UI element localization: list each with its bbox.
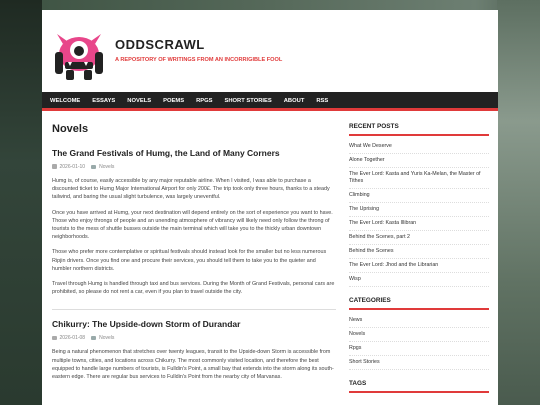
recent-posts-widget xyxy=(349,123,489,287)
category-link[interactable]: Novels xyxy=(349,328,489,342)
nav-item-rss[interactable]: RSS xyxy=(316,98,329,104)
recent-post-link[interactable]: Behind the Scenes xyxy=(349,245,489,259)
post-title[interactable]: Chikurry: The Upside-down Storm of Durandar xyxy=(52,319,241,330)
recent-post-link[interactable]: The Uprising xyxy=(349,203,489,217)
post-article xyxy=(52,148,336,310)
post-date: 2026-01-08 xyxy=(59,334,86,341)
recent-post-link[interactable]: Wisp xyxy=(349,273,489,287)
post-paragraph: Once you have arrived at Humg, your next destination will depend entirely on the sort of experience you want to have. Those who enjoy throngs of people and an unending atmosphere of vibrancy will likely need only follow the throng of tourists to the mess of shuttle busses outside the main terminal which will take you to the thickly urban downtown neighborhoods. xyxy=(52,209,333,241)
recent-post-link[interactable]: Climbing xyxy=(349,189,489,203)
main-nav xyxy=(42,92,498,111)
folder-icon xyxy=(91,165,96,169)
post-article xyxy=(52,319,336,381)
page-title: Novels xyxy=(52,123,89,135)
main-content xyxy=(52,123,336,381)
category-link[interactable]: Rpgs xyxy=(349,342,489,356)
folder-icon xyxy=(91,336,96,340)
tags-widget xyxy=(349,380,489,393)
post-meta xyxy=(52,163,336,170)
recent-post-link[interactable]: The Ever Lord: Kasta and Yuris Ka-Melan, the Master of Tithes xyxy=(349,168,489,189)
post-meta xyxy=(52,334,336,341)
site-header xyxy=(42,10,498,92)
recent-post-link[interactable]: What We Deserve xyxy=(349,140,489,154)
recent-post-link[interactable]: The Ever Lord: Kasta Illibran xyxy=(349,217,489,231)
nav-item-short-stories[interactable]: SHORT STORIES xyxy=(224,98,272,104)
calendar-icon xyxy=(52,164,57,169)
nav-item-rpgs[interactable]: RPGS xyxy=(196,98,213,104)
post-paragraph: Being a natural phenomenon that stretches over twenty leagues, transit to the Upside-down Storm is accessible from multiple towns, cities, and locations across Chikurry. The most commonly visited location, and therefore the best equipped to handle large numbers of tourists, is Fulldin's Point, a small bay that extends into the storm along its south-eastern edge. There are regular bus services to Fulldin's Point from the nearby city of Marvanas. xyxy=(52,349,334,381)
post-category[interactable]: Novels xyxy=(99,334,115,341)
nav-item-welcome[interactable]: WELCOME xyxy=(50,98,81,104)
nav-item-essays[interactable]: ESSAYS xyxy=(92,98,116,104)
categories-widget xyxy=(349,297,489,370)
recent-post-link[interactable]: Behind the Scenes, part 2 xyxy=(349,231,489,245)
post-paragraph: Humg is, of course, easily accessible by any major reputable airline. When I visited, I was able to purchase a discounted ticket to Humg Major International Airport for only 200£. The trip took only three hours, thanks to a steady tailwind, and baring the usual slight turbulence, was largely uneventful. xyxy=(52,178,330,201)
post-divider xyxy=(52,309,336,310)
nav-item-poems[interactable]: POEMS xyxy=(163,98,185,104)
widget-title: RECENT POSTS xyxy=(349,123,489,136)
recent-post-link[interactable]: Alone Together xyxy=(349,154,489,168)
nav-item-novels[interactable]: NOVELS xyxy=(127,98,152,104)
background-forest-left xyxy=(0,0,42,405)
site-title[interactable]: ODDSCRAWL xyxy=(115,37,205,52)
background-forest-right xyxy=(497,0,540,405)
widget-title: TAGS xyxy=(349,380,489,393)
post-category[interactable]: Novels xyxy=(99,163,115,170)
recent-post-link[interactable]: The Ever Lord: Jhod and the Librarian xyxy=(349,259,489,273)
post-paragraph: Travel through Humg is handled through taxi and bus services. During the Month of Grand Festivals, personal cars are prohibited, so please do not rent a car, even if you plan to travel outside the city. xyxy=(52,281,335,296)
post-date: 2026-01-10 xyxy=(59,163,86,170)
post-title[interactable]: The Grand Festivals of Humg, the Land of Many Corners xyxy=(52,148,280,158)
monster-logo-icon[interactable] xyxy=(51,30,107,82)
category-link[interactable]: News xyxy=(349,314,489,328)
site-description: A REPOSITORY OF WRITINGS FROM AN INCORRIGIBLE FOOL xyxy=(115,57,283,63)
category-link[interactable]: Short Stories xyxy=(349,356,489,370)
post-paragraph: Those who prefer more contemplative or spiritual festivals should instead look for the smaller but no less numerous Ripjin drivers. Once you find one and procure their services, you should tell them to take you to the quieter and humbler northern districts. xyxy=(52,249,327,272)
nav-item-about[interactable]: ABOUT xyxy=(283,98,305,104)
calendar-icon xyxy=(52,336,57,341)
sidebar xyxy=(349,123,489,403)
widget-title: CATEGORIES xyxy=(349,297,489,310)
